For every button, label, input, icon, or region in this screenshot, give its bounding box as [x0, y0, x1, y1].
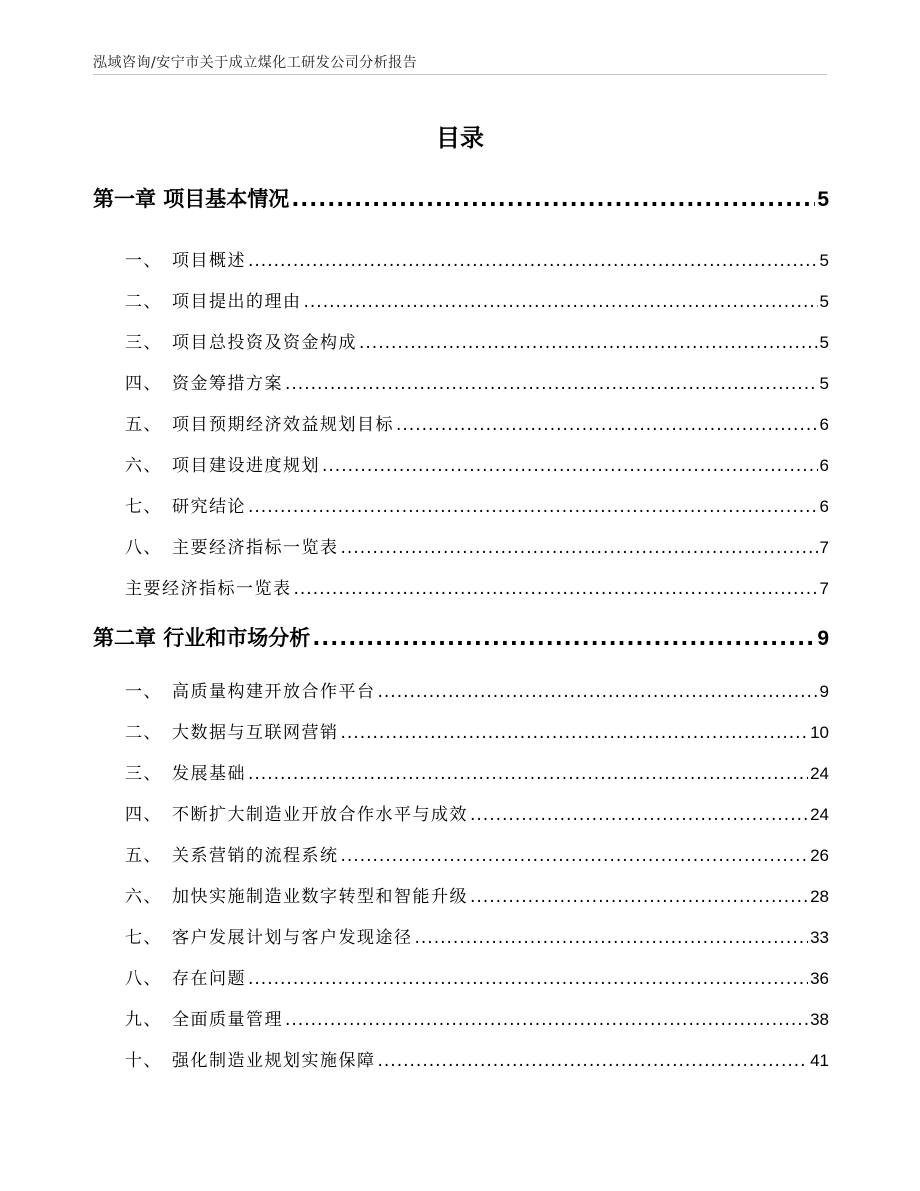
toc-number: 六、 — [125, 887, 162, 907]
dot-leader — [341, 538, 818, 558]
dot-leader — [304, 292, 818, 312]
toc-number: 八、 — [125, 538, 162, 558]
toc-entry[interactable] — [125, 369, 829, 394]
toc-label: 客户发展计划与客户发现途径 — [172, 928, 413, 948]
toc-page-number: 41 — [810, 1051, 829, 1070]
toc-page-number: 38 — [810, 1010, 829, 1029]
toc-entry[interactable] — [125, 923, 829, 948]
toc-entry[interactable] — [125, 1046, 829, 1071]
toc-page-number: 7 — [819, 579, 829, 598]
page-title: 目录 — [436, 124, 484, 152]
toc-label: 项目预期经济效益规划目标 — [172, 415, 394, 435]
dot-leader — [294, 579, 818, 599]
dot-leader — [470, 805, 808, 825]
toc-entry[interactable] — [125, 533, 829, 558]
dot-leader — [248, 497, 818, 517]
toc-page-number: 7 — [819, 538, 829, 557]
toc-page-number: 6 — [819, 456, 829, 475]
toc-entry[interactable] — [125, 718, 829, 743]
toc-entry[interactable] — [125, 287, 829, 312]
toc-entry[interactable] — [125, 451, 829, 476]
toc-page-number: 26 — [810, 846, 829, 865]
toc-number: 九、 — [125, 1010, 162, 1030]
toc-entry[interactable] — [125, 1005, 829, 1030]
toc-page-number: 10 — [810, 723, 829, 742]
toc-label: 第二章 行业和市场分析 — [93, 626, 311, 650]
toc-page-number: 5 — [817, 188, 829, 211]
toc-page-number: 24 — [810, 805, 829, 824]
toc-entry[interactable] — [125, 492, 829, 517]
toc-label: 存在问题 — [172, 969, 246, 989]
toc-label: 全面质量管理 — [172, 1010, 283, 1030]
dot-leader — [359, 333, 818, 353]
toc-label: 项目建设进度规划 — [172, 456, 320, 476]
toc-label: 项目提出的理由 — [172, 292, 302, 312]
toc-label: 资金筹措方案 — [172, 374, 283, 394]
toc-page-number: 9 — [817, 627, 829, 650]
toc-page-number: 9 — [819, 682, 829, 701]
toc-label: 大数据与互联网营销 — [172, 723, 339, 743]
toc-label: 研究结论 — [172, 497, 246, 517]
toc-number: 三、 — [125, 764, 162, 784]
toc-number: 十、 — [125, 1051, 162, 1071]
toc-page-number: 5 — [819, 333, 829, 352]
toc-number: 四、 — [125, 374, 162, 394]
toc-label: 强化制造业规划实施保障 — [172, 1051, 376, 1071]
toc-number: 六、 — [125, 456, 162, 476]
toc-label: 发展基础 — [172, 764, 246, 784]
dot-leader — [322, 456, 818, 476]
toc-label: 主要经济指标一览表 — [172, 538, 339, 558]
toc-number: 一、 — [125, 251, 162, 271]
toc-number: 三、 — [125, 333, 162, 353]
toc-entry[interactable] — [125, 759, 829, 784]
toc-number: 五、 — [125, 846, 162, 866]
toc-page-number: 28 — [810, 887, 829, 906]
toc-entry[interactable] — [125, 964, 829, 989]
dot-leader — [396, 415, 818, 435]
toc-page-number: 6 — [819, 415, 829, 434]
dot-leader — [248, 251, 818, 271]
toc-entry[interactable] — [125, 410, 829, 435]
toc-number: 二、 — [125, 292, 162, 312]
toc-chapter[interactable] — [93, 183, 829, 213]
toc-label: 主要经济指标一览表 — [125, 579, 292, 599]
toc-number: 七、 — [125, 497, 162, 517]
toc-number: 八、 — [125, 969, 162, 989]
toc-label: 项目概述 — [172, 251, 246, 271]
dot-leader — [378, 1051, 809, 1071]
toc-page-number: 33 — [810, 928, 829, 947]
toc-chapter[interactable] — [93, 622, 829, 652]
dot-leader — [312, 626, 815, 650]
toc-label: 不断扩大制造业开放合作水平与成效 — [172, 805, 468, 825]
toc-label: 高质量构建开放合作平台 — [172, 682, 376, 702]
dot-leader — [248, 969, 808, 989]
toc-number: 二、 — [125, 723, 162, 743]
dot-leader — [378, 682, 818, 702]
toc-label: 加快实施制造业数字转型和智能升级 — [172, 887, 468, 907]
toc-entry[interactable] — [125, 246, 829, 271]
toc-label: 关系营销的流程系统 — [172, 846, 339, 866]
toc-page-number: 6 — [819, 497, 829, 516]
toc-entry[interactable] — [125, 574, 829, 599]
dot-leader — [285, 1010, 808, 1030]
toc-label: 项目总投资及资金构成 — [172, 333, 357, 353]
dot-leader — [248, 764, 808, 784]
toc-page-number: 36 — [810, 969, 829, 988]
toc-entry[interactable] — [125, 328, 829, 353]
toc-entry[interactable] — [125, 882, 829, 907]
toc-page-number: 24 — [810, 764, 829, 783]
toc-entry[interactable] — [125, 841, 829, 866]
dot-leader — [341, 846, 809, 866]
toc-number: 五、 — [125, 415, 162, 435]
dot-leader — [341, 723, 809, 743]
toc-number: 七、 — [125, 928, 162, 948]
toc-page-number: 5 — [819, 251, 829, 270]
toc-label: 第一章 项目基本情况 — [93, 187, 290, 211]
dot-leader — [470, 887, 808, 907]
dot-leader — [285, 374, 818, 394]
toc-number: 一、 — [125, 682, 162, 702]
dot-leader — [291, 187, 815, 211]
running-header: 泓域咨询/安宁市关于成立煤化工研发公司分析报告 — [93, 55, 418, 71]
dot-leader — [415, 928, 809, 948]
toc-entry[interactable] — [125, 800, 829, 825]
header-divider — [93, 74, 827, 75]
toc-number: 四、 — [125, 805, 162, 825]
toc-entry[interactable] — [125, 677, 829, 702]
toc-page-number: 5 — [819, 292, 829, 311]
toc-page-number: 5 — [819, 374, 829, 393]
